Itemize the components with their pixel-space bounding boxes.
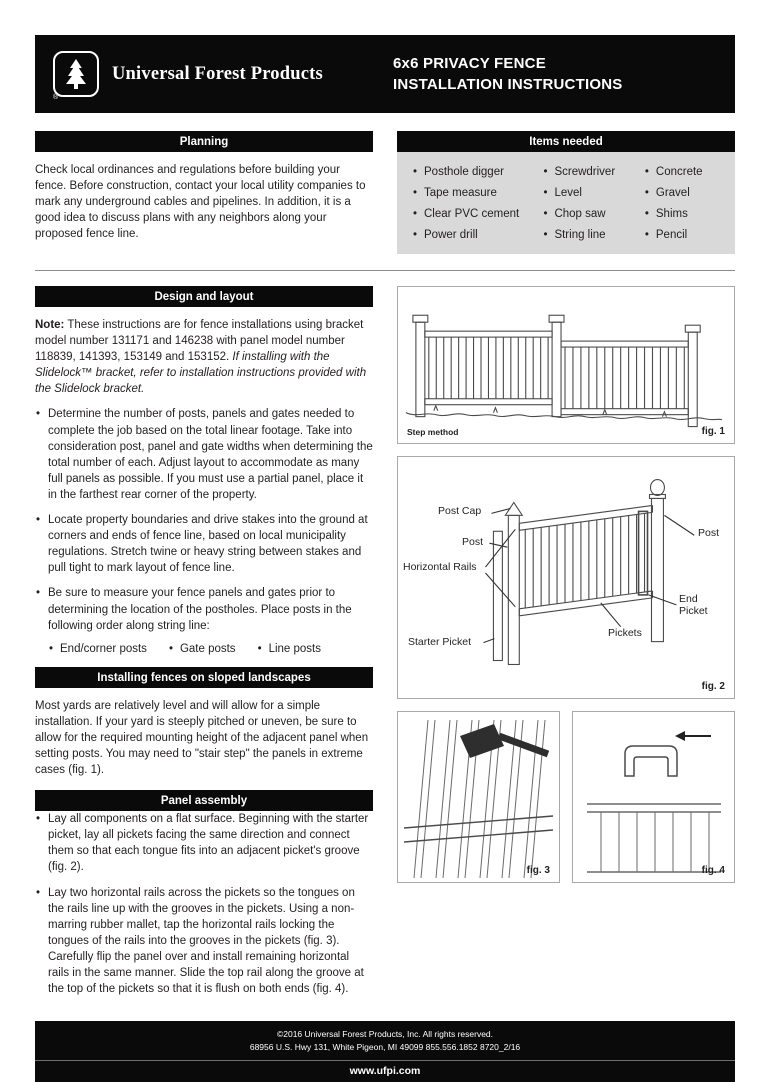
fig2-label-pickets: Pickets (608, 627, 642, 639)
items-needed-item: • Concrete (645, 166, 727, 178)
tree-logo-box (53, 51, 99, 101)
note-italic: If installing with the Slidelock™ bracket, refer to installation instructions provided with the Slidelock bracket. (35, 351, 367, 396)
fig1-caption: fig. 1 (701, 426, 725, 437)
fig1-fence-step-illustration (398, 287, 734, 427)
document-title-line2: INSTALLATION INSTRUCTIONS (393, 76, 623, 93)
section-heading-panel-assembly: Panel assembly (35, 790, 373, 811)
section-heading-sloped: Installing fences on sloped landscapes (35, 667, 373, 688)
fig3-caption: fig. 3 (526, 865, 550, 876)
items-column-1 (413, 166, 543, 250)
items-needed-item: • Clear PVC cement (413, 208, 543, 220)
post-order-item: • Gate posts (169, 643, 236, 655)
brand-name: Universal Forest Products (112, 63, 323, 84)
fig1-step-method-label: Step method (407, 427, 459, 437)
address-line: 68956 U.S. Hwy 131, White Pigeon, MI 49099 855.556.1852 8720_2/16 (249, 1042, 521, 1053)
fig2-label-post-cap: Post Cap (438, 505, 482, 517)
design-bullet: • Locate property boundaries and drive stakes into the ground at corners and ends of fence line, based on local municipality regulations. Stretch twine or heavy string between stakes and pull tight to mark layout of fence line. (35, 512, 373, 576)
copyright-line: ©2016 Universal Forest Products, Inc. All rights reserved. (276, 1029, 494, 1040)
figure-1 (397, 286, 735, 444)
section-heading-planning: Planning (35, 131, 373, 152)
planning-body: Check local ordinances and regulations before building your fence. Before construction, contact your local utility companies to mark any underground cables and pipelines. In addition, it is a good idea to discuss plans with any neighbors along your proposed fence line. (35, 164, 366, 241)
assembly-bullet: • Lay all components on a flat surface. Beginning with the starter picket, lay all pickets facing the same direction and connect them so that each tongue fits into an adjacent picket's groove (fig. 2). (35, 811, 373, 875)
pine-tree-icon (63, 58, 89, 90)
registered-trademark: ® (53, 94, 59, 101)
note-label: Note: (35, 319, 65, 331)
post-order-item: • End/corner posts (49, 643, 147, 655)
items-needed-item: • String line (543, 229, 644, 241)
design-bullet: • Be sure to measure your fence panels and gates prior to determining the location of the postholes. Place posts in the following order along string line: (35, 585, 373, 633)
assembly-bullet: • Lay two horizontal rails across the pickets so the tongues on the rails line up with the grooves in the pickets. Using a non-marring rubber mallet, tap the horizontal rails locking the tongues of the rails into the grooves in the pickets (fig. 3). Carefully flip the panel over and install remaining horizontal rails in the same manner. Slide the top rail along the groove at the top of the pickets so that it is flush on both ends (fig. 4). (35, 885, 373, 998)
fig2-panel-diagram-illustration (398, 457, 734, 698)
items-needed-box (397, 152, 735, 254)
items-needed-item: • Posthole digger (413, 166, 543, 178)
items-needed-item: • Power drill (413, 229, 543, 241)
section-heading-items-needed: Items needed (397, 131, 735, 152)
design-note (35, 317, 373, 397)
document-title-line1: 6x6 PRIVACY FENCE (393, 55, 546, 72)
items-needed-item: • Chop saw (543, 208, 644, 220)
figure-3 (397, 711, 560, 883)
fig3-mallet-illustration (398, 712, 559, 882)
fig4-caption: fig. 4 (701, 865, 725, 876)
note-body: These instructions are for fence installations using bracket model number 131171 and 146238 with panel model number 118839, 141393, 153149 and 153152. (35, 319, 364, 364)
fig2-label-post-right: Post (698, 527, 720, 539)
fig2-caption: fig. 2 (701, 681, 725, 692)
figure-4 (572, 711, 735, 883)
document-title (393, 53, 622, 95)
section-divider (35, 270, 735, 271)
footer (35, 1021, 735, 1081)
figure-2 (397, 456, 735, 699)
sloped-body: Most yards are relatively level and will allow for a simple installation. If your yard is steeply pitched or uneven, be sure to allow for the required mounting height of the adjacent panel when setting posts. You may need to "stair step" the panels in extreme cases (fig. 1). (35, 699, 369, 777)
items-column-2 (543, 166, 644, 250)
items-needed-item: • Screwdriver (543, 166, 644, 178)
items-column-3 (645, 166, 727, 250)
fig2-label-post-left: Post (462, 536, 484, 548)
fig2-label-horizontal-rails: Horizontal Rails (403, 561, 477, 573)
items-needed-item: • Level (543, 187, 644, 199)
section-heading-design-layout: Design and layout (35, 286, 373, 307)
items-needed-item: • Shims (645, 208, 727, 220)
design-bullet: • Determine the number of posts, panels and gates needed to complete the job based on the total linear footage. Take into consideration post, panel and gate widths when determining the total number of each. Adjust layout to accommodate as many full panels as possible. If you must use a partial panel, place it in the farthest rear corner of the property. (35, 406, 373, 503)
website-url: www.ufpi.com (35, 1060, 735, 1082)
items-needed-item: • Gravel (645, 187, 727, 199)
fig4-rail-profile-illustration (573, 712, 734, 882)
items-needed-item: • Tape measure (413, 187, 543, 199)
header (35, 35, 735, 113)
post-order-item: • Line posts (258, 643, 321, 655)
items-needed-item: • Pencil (645, 229, 727, 241)
fig2-label-end-picket: End Picket (679, 593, 708, 618)
brand-logo (35, 51, 393, 101)
fig2-label-starter-picket: Starter Picket (408, 636, 472, 648)
post-order-list (35, 643, 373, 655)
